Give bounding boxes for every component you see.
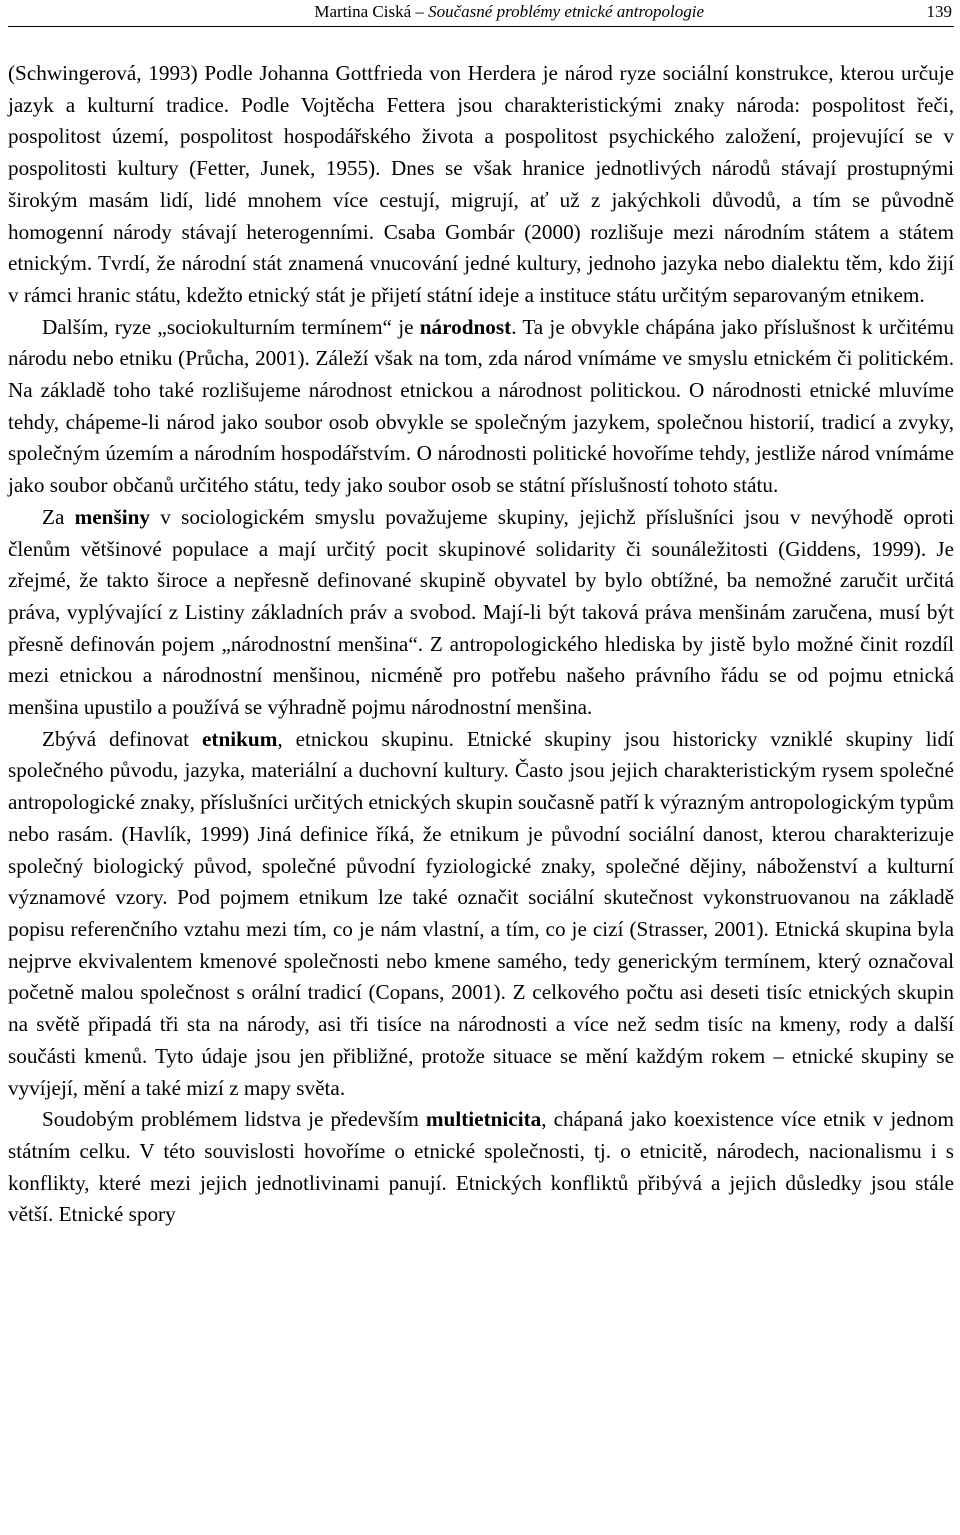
body-text bbox=[8, 58, 954, 1231]
term-multietnicita: multietnicita bbox=[425, 1107, 542, 1132]
running-header bbox=[8, 0, 954, 27]
paragraph-4-before: Zbývá definovat bbox=[42, 726, 203, 751]
page-number: 139 bbox=[926, 2, 952, 21]
term-etnikum: etnikum bbox=[202, 726, 278, 751]
paragraph-3-after: v sociologickém smyslu považujeme skupiny, jejichž příslušníci jsou v nevýhodě oproti členům většinové populace a mají určitý pocit skupinové solidarity či sounáležitosti (Giddens, 1999). Je zřejmé, že takto široce a nepřesně definované skupině obyvatel by bylo obtížné, ba nemožné zaručit určitá práva, vyplývající z Listiny základních práv a svobod. Mají-li být taková práva menšinám zaručena, musí být přesně definován pojem „národnostní menšina“. Z antropologického hlediska by jistě bylo možné činit rozdíl mezi etnickou a národnostní menšinou, nicméně pro potřebu našeho právního řádu se od pojmu etnická menšina upustilo a používá se výhradně pojmu národnostní menšina. bbox=[8, 504, 954, 720]
paragraph-5 bbox=[8, 1104, 954, 1231]
term-narodnost: národnost bbox=[419, 314, 512, 339]
paragraph-1 bbox=[8, 58, 954, 312]
paragraph-5-before: Soudobým problémem lidstva je především bbox=[42, 1107, 426, 1132]
header-author-title bbox=[314, 2, 704, 22]
header-author: Martina Ciská – bbox=[314, 2, 424, 21]
paragraph-1-text: (Schwingerová, 1993) Podle Johanna Gottfrieda von Herdera je národ ryze sociální konstrukce, kterou určuje jazyk a kulturní tradice. Podle Vojtěcha Fettera jsou charakteristickými znaky národa: pospolitost řeči, pospolitost území, pospolitost hospodářského života a pospolitost psychického založení, projevující se v pospolitosti kultury (Fetter, Junek, 1955). Dnes se však hranice jednotlivých národů stávají prostupnými širokým masám lidí, lidé mnohem více cestují, migrují, ať už z jakýchkoli důvodů, a tím se původně homogenní národy stávají heterogenními. Csaba Gombár (2000) rozlišuje mezi národním státem a státem etnickým. Tvrdí, že národní stát znamená vnucování jedné kultury, jednoho jazyka nebo dialektu těm, kdo žijí v rámci hranic státu, kdežto etnický stát je přijetí státní ideje a instituce státu určitým separovaným etnikem. bbox=[8, 61, 954, 307]
paragraph-4 bbox=[8, 724, 954, 1104]
paragraph-2 bbox=[8, 312, 954, 502]
paragraph-2-after: . Ta je obvykle chápána jako příslušnost k určitému národu nebo etniku (Průcha, 2001). Záleží však na tom, zda národ vnímáme ve smyslu etnickém či politickém. Na základě toho také rozlišujeme národnost etnickou a národnost politickou. O národnosti etnické mluvíme tehdy, chápeme-li národ jako soubor osob obvykle se společným jazykem, společnou historií, tradicí a zvyky, společným územím a národním hospodářstvím. O národnosti politické hovoříme tehdy, jestliže národ vnímáme jako soubor občanů určitého státu, tedy jako soubor osob se státní příslušností tohoto státu. bbox=[8, 314, 954, 498]
paragraph-3 bbox=[8, 502, 954, 724]
header-title: Současné problémy etnické antropologie bbox=[428, 2, 704, 21]
paragraph-3-before: Za bbox=[42, 504, 75, 529]
term-mensiny: menšiny bbox=[74, 504, 150, 529]
paragraph-5-after: , chápaná jako koexistence více etnik v jednom státním celku. V této souvislosti hovoříme o etnické společnosti, tj. o etnicitě, národech, nacionalismu i s konflikty, které mezi jejich jednotlivinami panují. Etnických konfliktů přibývá a jejich důsledky jsou stále větší. Etnické spory bbox=[8, 1107, 954, 1227]
paragraph-4-after: , etnickou skupinu. Etnické skupiny jsou historicky vzniklé skupiny lidí společného původu, jazyka, materiální a duchovní kultury. Často jsou jejich charakteristickým rysem společné antropologické znaky, příslušníci určitých etnických skupin současně patří k výrazným antropologickým typům nebo rasám. (Havlík, 1999) Jiná definice říká, že etnikum je původní sociální danost, kterou charakterizuje společný biologický původ, společné původní fyziologické znaky, společné dějiny, náboženství a kulturní významové vzory. Pod pojmem etnikum lze také označit sociální skutečnost vykonstruovanou na základě popisu referenčního vztahu mezi tím, co je nám vlastní, a tím, co je cizí (Strasser, 2001). Etnická skupina byla nejprve ekvivalentem kmenové společnosti nebo kmene samého, tedy generickým termínem, který označoval početně malou společnost s orální tradicí (Copans, 2001). Z celkového počtu asi deseti tisíc etnických skupin na světě připadá tři sta na národy, asi tři tisíce na národnosti a více než sedm tisíc na kmeny, rody a další součásti kmenů. Tyto údaje jsou jen přibližné, protože situace se mění každým rokem – etnické skupiny se vyvíjejí, mění a také mizí z mapy světa. bbox=[8, 726, 954, 1100]
paragraph-2-before: Dalším, ryze „sociokulturním termínem“ je bbox=[42, 314, 420, 339]
